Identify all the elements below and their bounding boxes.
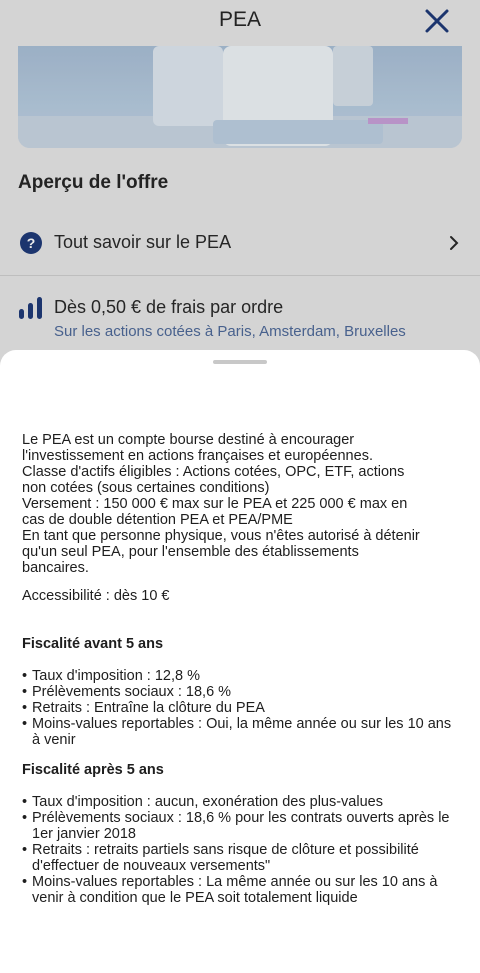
description-line: qu'un seul PEA, pour l'ensemble des établissements [22,544,359,560]
bottom-sheet [0,350,480,973]
list-item: • Retraits : retraits partiels sans risque de clôture et possibilité d'effectuer de nouveaux versements" [22,842,462,874]
accessibility-text: Accessibilité : dès 10 € [22,588,170,604]
faq-label: Tout savoir sur le PEA [54,232,232,252]
page-title: PEA [218,8,262,31]
tax-before-5-title: Fiscalité avant 5 ans [22,636,164,652]
description-line: l'investissement en actions françaises et européennes. [22,448,373,464]
list-item: • Taux d'imposition : aucun, exonération des plus-values [22,794,462,810]
tax-after-5-title: Fiscalité après 5 ans [22,762,164,778]
description-line: non cotées (sous certaines conditions) [22,480,270,496]
list-item: • Moins-values reportables : Oui, la même année ou sur les 10 ans à venir [22,716,462,748]
description-line: Le PEA est un compte bourse destiné à encourager [22,432,355,448]
fees-subtitle: Sur les actions cotées à Paris, Amsterdam, Bruxelles [54,323,406,340]
svg-text:?: ? [26,235,36,251]
list-item: • Taux d'imposition : 12,8 % [22,668,462,684]
tax-before-5-list [22,668,462,748]
overview-title: Aperçu de l'offre [18,172,169,193]
list-item: • Prélèvements sociaux : 18,6 % pour les contrats ouverts après le 1er janvier 2018 [22,810,462,842]
description-line: bancaires. [22,560,89,576]
description-line: En tant que personne physique, vous n'êtes autorisé à détenir [22,528,420,544]
description-line: Versement : 150 000 € max sur le PEA et 225 000 € max en [22,496,408,512]
fees-title: Dès 0,50 € de frais par ordre [54,297,284,317]
description-line: cas de double détention PEA et PEA/PME [22,512,293,528]
list-item: • Retraits : Entraîne la clôture du PEA [22,700,462,716]
list-item: • Moins-values reportables : La même année ou sur les 10 ans à venir à condition que le PEA soit totalement liquide [22,874,462,906]
tax-after-5-list [22,794,462,906]
pea-description [22,432,462,576]
sheet-drag-handle[interactable] [213,360,267,364]
description-line: Classe d'actifs éligibles : Actions cotées, OPC, ETF, actions [22,464,405,480]
list-item: • Prélèvements sociaux : 18,6 % [22,684,462,700]
